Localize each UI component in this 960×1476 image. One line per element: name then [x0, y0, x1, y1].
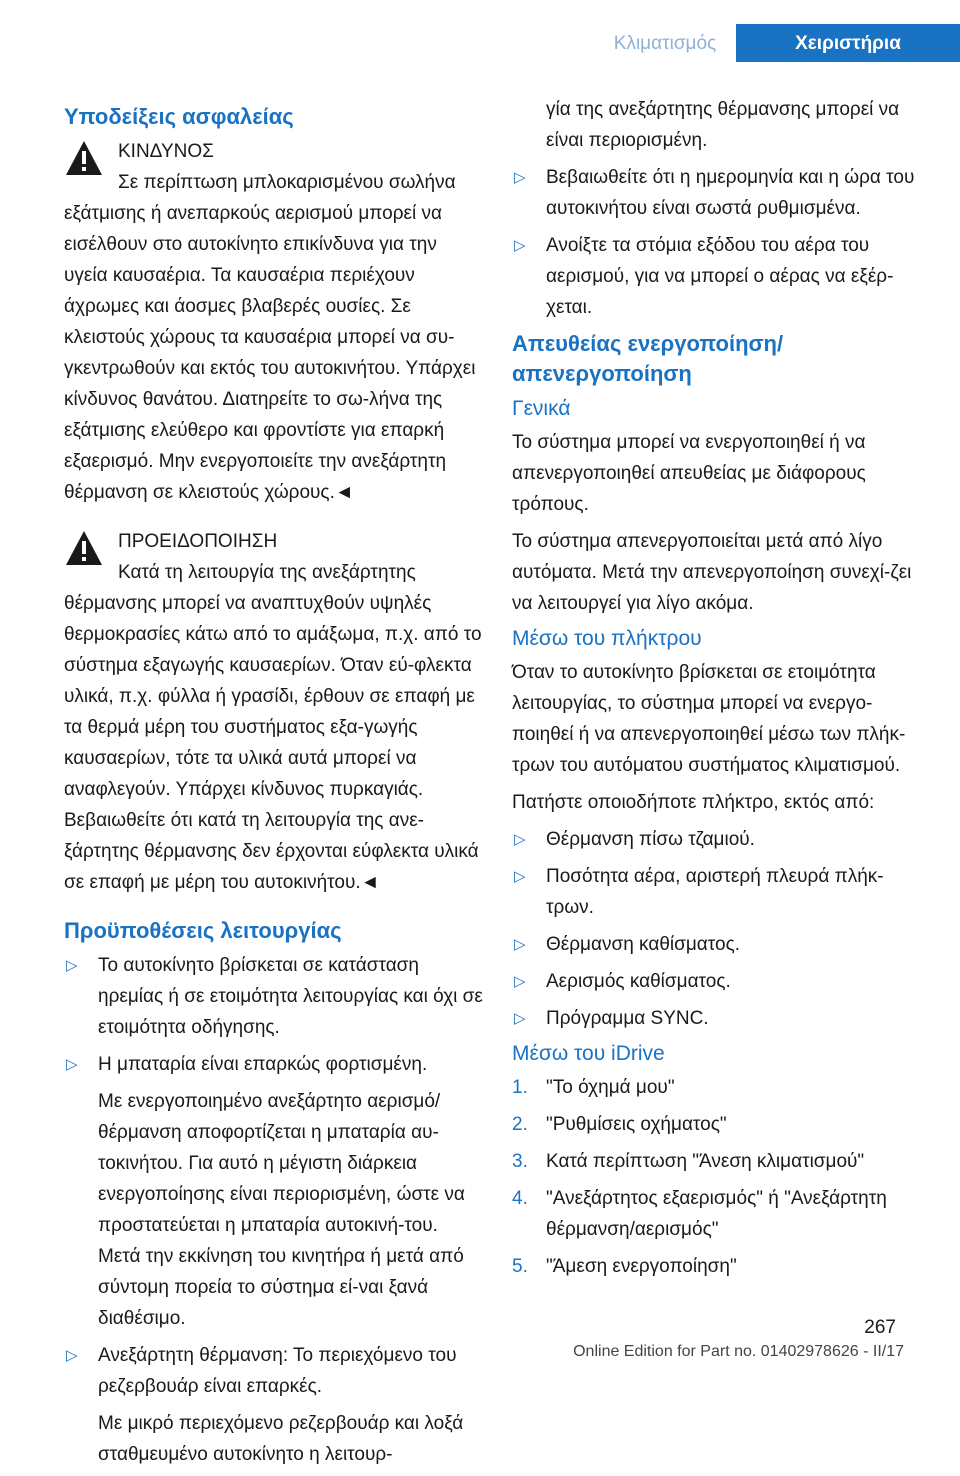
list-item [64, 1340, 484, 1470]
list-item-text: Ανεξάρτητη θέρμανση: Το περιεχόμενο του ρεζερβουάρ είναι επαρκές. [98, 1345, 457, 1397]
subheading-idrive: Μέσω του iDrive [512, 1042, 665, 1065]
tank-note-start: Με μικρό περιεχόμενο ρεζερβουάρ και λοξά σταθμευμένο αυτοκίνητο η λειτουρ‐ [98, 1413, 464, 1465]
list-item [512, 1072, 930, 1103]
step-number: 4. [512, 1188, 528, 1209]
subheading-general: Γενικά [512, 397, 571, 420]
subheading-button: Μέσω του πλήκτρου [512, 627, 702, 650]
triangle-bullet-icon: ▷ [66, 1056, 78, 1073]
triangle-bullet-icon: ▷ [66, 957, 78, 974]
triangle-bullet-icon: ▷ [66, 1347, 78, 1364]
step-number: 3. [512, 1151, 528, 1172]
step-text: "Άμεση ενεργοποίηση" [546, 1256, 737, 1277]
idrive-steps [512, 1072, 930, 1282]
step-text: "Ανεξάρτητος εξαερισμός" ή "Ανεξάρτητη θέρμανση/αερισμός" [546, 1188, 887, 1240]
triangle-bullet-icon: ▷ [514, 831, 526, 848]
section-tab: Κλιματισμός [613, 32, 717, 54]
list-item [512, 1183, 930, 1245]
list-item [512, 966, 930, 997]
step-number: 5. [512, 1256, 528, 1277]
right-column [512, 96, 930, 1288]
page-header [594, 24, 960, 62]
list-item [64, 1049, 484, 1334]
danger-title: ΚΙΝΔΥΝΟΣ [118, 141, 214, 162]
warning-triangle-icon [64, 528, 104, 568]
step-text: "Ρυθμίσεις οχήματος" [546, 1114, 727, 1135]
chapter-tab: Χειριστήρια [736, 24, 960, 62]
list-item [512, 1109, 930, 1140]
prerequisites-list [64, 950, 484, 1470]
step-number: 1. [512, 1077, 528, 1098]
list-item [512, 1003, 930, 1034]
general-paragraph-2: Το σύστημα απενεργοποιείται μετά από λίγο αυτόματα. Μετά την απενεργοποίηση συνεχί‐ζει να λειτουργεί για λίγο ακόμα. [512, 531, 912, 614]
list-item [512, 861, 930, 923]
warning-notice [64, 526, 484, 898]
list-item-text: Θέρμανση πίσω τζαμιού. [546, 829, 755, 850]
list-item [512, 1146, 930, 1177]
list-item [512, 929, 930, 960]
list-item [64, 950, 484, 1043]
edition-footer: Online Edition for Part no. 01402978626 - II/17 [573, 1343, 904, 1360]
danger-text: Σε περίπτωση μπλοκαρισμένου σωλήνα εξάτμισης ή ανεπαρκούς αερισμού μπορεί να εισέλθουν στο αυτοκίνητο επικίνδυνα για την υγεία καυσαέρια. Τα καυσαέρια περιέχουν άχρωμες και άοσμες βλαβερές ουσίες. Σε κλειστούς χώρους τα καυσαέρια μπορεί να συ‐γκεντρωθούν και εκτός του αυτοκινήτου. Υπάρχει κίνδυνος θανάτου. Διατηρείτε το σω‐λήνα της εξάτμισης ελεύθερο και φροντίστε για επαρκή εξαερισμό. Μην ενεργοποιείτε την ανεξάρτητη θέρμανση σε κλειστούς χώρους.◄ [64, 172, 476, 503]
left-column [64, 96, 484, 1476]
list-item [512, 230, 930, 323]
heading-direct-activation: Απευθείας ενεργοποίηση/ απενεργοποίηση [512, 331, 784, 386]
warning-title: ΠΡΟΕΙΔΟΠΟΙΗΣΗ [118, 531, 278, 552]
step-number: 2. [512, 1114, 528, 1135]
triangle-bullet-icon: ▷ [514, 1010, 526, 1027]
list-item-text: Ποσότητα αέρα, αριστερή πλευρά πλήκ‐τρων. [546, 866, 884, 918]
list-item-text: Θέρμανση καθίσματος. [546, 934, 740, 955]
triangle-bullet-icon: ▷ [514, 868, 526, 885]
list-item [512, 1251, 930, 1282]
list-item-text: Το αυτοκίνητο βρίσκεται σε κατάσταση ηρεμίας ή σε ετοιμότητα λειτουργίας και όχι σε ετοιμότητα οδήγησης. [98, 955, 483, 1038]
general-paragraph-1: Το σύστημα μπορεί να ενεργοποιηθεί ή να απενεργοποιηθεί απευθείας με διάφορους τρόπους. [512, 432, 866, 515]
list-item-text: Ανοίξτε τα στόμια εξόδου του αέρα του αερισμού, για να μπορεί ο αέρας να εξέρ‐χεται. [546, 235, 894, 318]
tank-note-end: γία της ανεξάρτητης θέρμανσης μπορεί να είναι περιορισμένη. [546, 99, 900, 151]
button-paragraph-1: Όταν το αυτοκίνητο βρίσκεται σε ετοιμότητα λειτουργίας, το σύστημα μπορεί να ενεργο‐ποιηθεί ή να απενεργοποιηθεί μέσω των πλήκ‐τρων του αυτόματου συστήματος κλιματισμού. [512, 662, 906, 776]
heading-prerequisites: Προϋποθέσεις λειτουργίας [64, 918, 342, 943]
danger-notice [64, 136, 484, 508]
list-item-text: Αερισμός καθίσματος. [546, 971, 731, 992]
prerequisites-list-continued [512, 162, 930, 323]
battery-note: Με ενεργοποιημένο ανεξάρτητο αερισμό/ θέρμανση αποφορτίζεται η μπαταρία αυ‐τοκινήτου. Για αυτό η μέγιστη διάρκεια ενεργοποίησης είναι περιορισμένη, ώστε να προστατεύεται η μπαταρία αυτοκινή‐του. Μετά την εκκίνηση του κινητήρα ή μετά από σύντομη πορεία το σύστημα εί‐ναι ξανά διαθέσιμο. [98, 1091, 465, 1329]
list-item-text: Βεβαιωθείτε ότι η ημερομηνία και η ώρα του αυτοκινήτου είναι σωστά ρυθμισμένα. [546, 167, 915, 219]
triangle-bullet-icon: ▷ [514, 169, 526, 186]
warning-text: Κατά τη λειτουργία της ανεξάρτητης θέρμανσης μπορεί να αναπτυχθούν υψηλές θερμοκρασίες κάτω από το αμάξωμα, π.χ. από το σύστημα εξαγωγής καυσαερίων. Όταν εύ‐φλεκτα υλικά, π.χ. φύλλα ή γρασίδι, έρθουν σε επαφή με τα θερμά μέρη του συστήματος εξα‐γωγής καυσαερίων, τότε τα υλικά αυτά μπορεί να αναφλεγούν. Υπάρχει κίνδυνος πυρκαγιάς. Βεβαιωθείτε ότι κατά τη λειτουργία της ανε‐ξάρτητης θέρμανσης δεν έρχονται εύφλεκτα υλικά σε επαφή με μέρη του αυτοκινήτου.◄ [64, 562, 482, 893]
list-item-text: Η μπαταρία είναι επαρκώς φορτισμένη. [98, 1054, 428, 1075]
list-item [512, 162, 930, 224]
list-item-text: Πρόγραμμα SYNC. [546, 1008, 709, 1029]
triangle-bullet-icon: ▷ [514, 936, 526, 953]
triangle-bullet-icon: ▷ [514, 237, 526, 254]
heading-safety: Υποδείξεις ασφαλείας [64, 104, 294, 129]
warning-triangle-icon [64, 138, 104, 178]
page-number: 267 [864, 1317, 896, 1338]
button-exceptions-list [512, 824, 930, 1034]
step-text: "Το όχημά μου" [546, 1077, 675, 1098]
triangle-bullet-icon: ▷ [514, 973, 526, 990]
list-item [512, 824, 930, 855]
button-paragraph-2: Πατήστε οποιοδήποτε πλήκτρο, εκτός από: [512, 792, 875, 813]
step-text: Κατά περίπτωση "Άνεση κλιματισμού" [546, 1151, 865, 1172]
